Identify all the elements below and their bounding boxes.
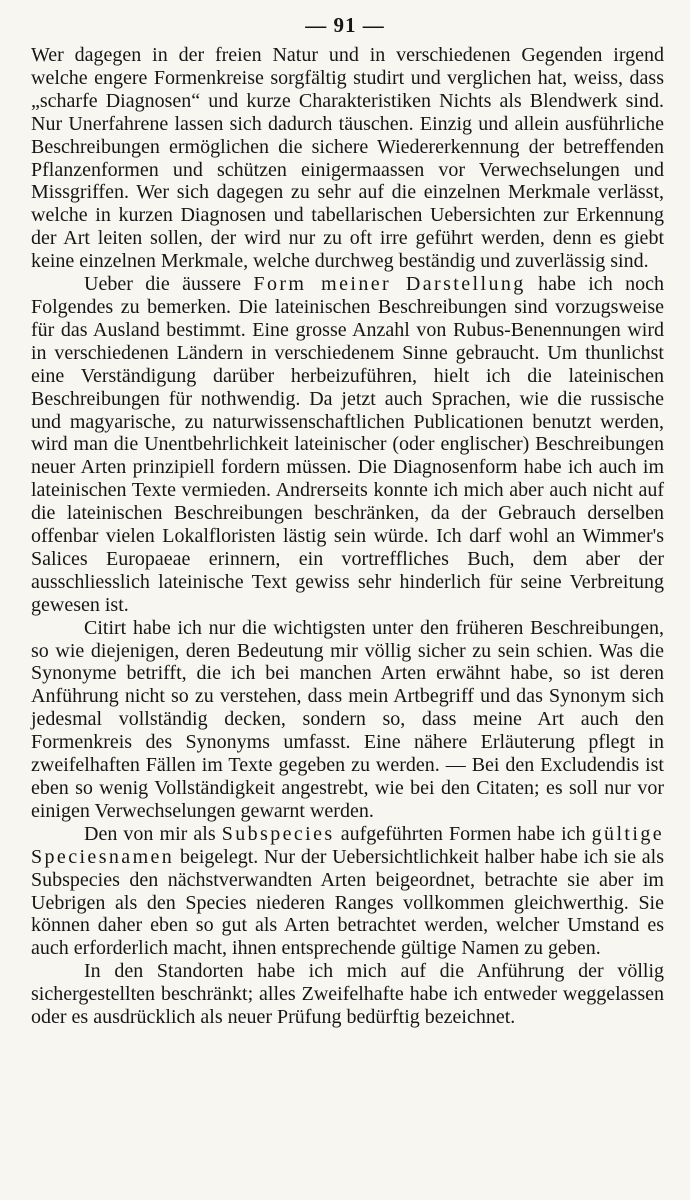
paragraph-4-start: Den von mir als <box>84 822 222 845</box>
form-meiner-darstellung-emphasis: Form meiner Darstellung <box>253 273 526 296</box>
paragraph-2-start: Ueber die äussere <box>84 273 254 296</box>
paragraph-3: Citirt habe ich nur die wichtigsten unter den früheren Beschreibungen, so wie diejenigen, deren Bedeutung mir völlig sicher zu sein schien. Was die Synonyme betrifft, die ich bei manchen Arten erwähnt habe, so ist deren Anführung nicht so zu verstehen, dass mein Artbegriff und das Synonym sich jedesmal vollständig decken, sondern so, dass meine Art auch den Formenkreis des Synonyms umfasst. Eine nähere Erläuterung pflegt in zweifelhaften Fällen im Texte gegeben zu werden. — Bei den Excludendis ist eben so wenig Vollständigkeit angestrebt, wie bei den Citaten; es soll nur vor einigen Verwechselungen gewarnt werden. <box>31 616 664 822</box>
paragraph-4 <box>31 823 664 960</box>
paragraph-1: Wer dagegen in der freien Natur und in verschiedenen Gegenden irgend welche engere Formenkreise sorgfältig studirt und verglichen hat, weiss, dass „scharfe Diagnosen“ und kurze Charakteristiken Nichts als Blendwerk sind. Nur Unerfahrene lassen sich dadurch täuschen. Einzig und allein ausführliche Beschreibungen ermöglichen die sichere Wiedererkennung der betreffenden Pflanzenformen und schützen einigermaassen vor Verwechselungen und Missgriffen. Wer sich dagegen zu sehr auf die einzelnen Merkmale verlässt, welche in kurzen Diagnosen und tabellarischen Uebersichten zur Erkennung der Art leiten sollen, der wird nur zu oft irre geführt werden, denn es giebt keine einzelnen Merkmale, welche durchweg beständig und zuverlässig sind. <box>31 44 664 273</box>
body-text <box>31 44 664 1029</box>
gueltige-speciesnamen-emphasis: gültige Speciesnamen <box>31 822 665 868</box>
paragraph-4-rest: beigelegt. Nur der Uebersichtlichkeit halber habe ich sie als Subspecies den nächstverwandten Arten beigeordnet, betrachte sie aber im Uebrigen als den Species niederen Ranges vollkommen gleichwerthig. Sie können daher eben so gut als Arten betrachtet werden, welcher Umstand es auch erforderlich macht, ihnen entsprechende gültige Namen zu geben. <box>31 845 664 960</box>
page-number: — 91 — <box>305 13 385 37</box>
paragraph-2 <box>31 273 664 617</box>
subspecies-emphasis: Subspecies <box>221 822 335 845</box>
paragraph-4-middle: aufgeführten Formen habe ich <box>334 822 592 845</box>
paragraph-5: In den Standorten habe ich mich auf die Anführung der völlig sichergestellten beschränkt; alles Zweifelhafte habe ich entweder weggelassen oder es ausdrücklich als neuer Prüfung bedürftig bezeichnet. <box>31 960 664 1029</box>
paragraph-2-rest: habe ich noch Folgendes zu bemerken. Die lateinischen Beschreibungen sind vorzugsweise für das Ausland bestimmt. Eine grosse Anzahl von Rubus-Benennungen wird in verschiedenen Ländern in verschiedenem Sinne gebraucht. Um thunlichst eine Verständigung darüber herbeizuführen, hielt ich die lateinischen Beschreibungen für nothwendig. Da jetzt auch Sprachen, wie die russische und magyarische, zu naturwissenschaftlichen Publicationen benutzt werden, wird man die Unentbehrlichkeit lateinischer (oder englischer) Beschreibungen neuer Arten prinzipiell fordern müssen. Die Diagnosenform habe ich auch im lateinischen Texte vermieden. Andrerseits konnte ich mich aber auch nicht auf die lateinischen Beschreibungen beschränken, da der Gebrauch derselben offenbar vielen Lokalfloristen lästig sein würde. Ich darf wohl an Wimmer's Salices Europaeae erinnern, ein vortreffliches Buch, dem aber der ausschliesslich lateinische Text gewiss sehr hinderlich für seine Verbreitung gewesen ist. <box>31 273 664 616</box>
